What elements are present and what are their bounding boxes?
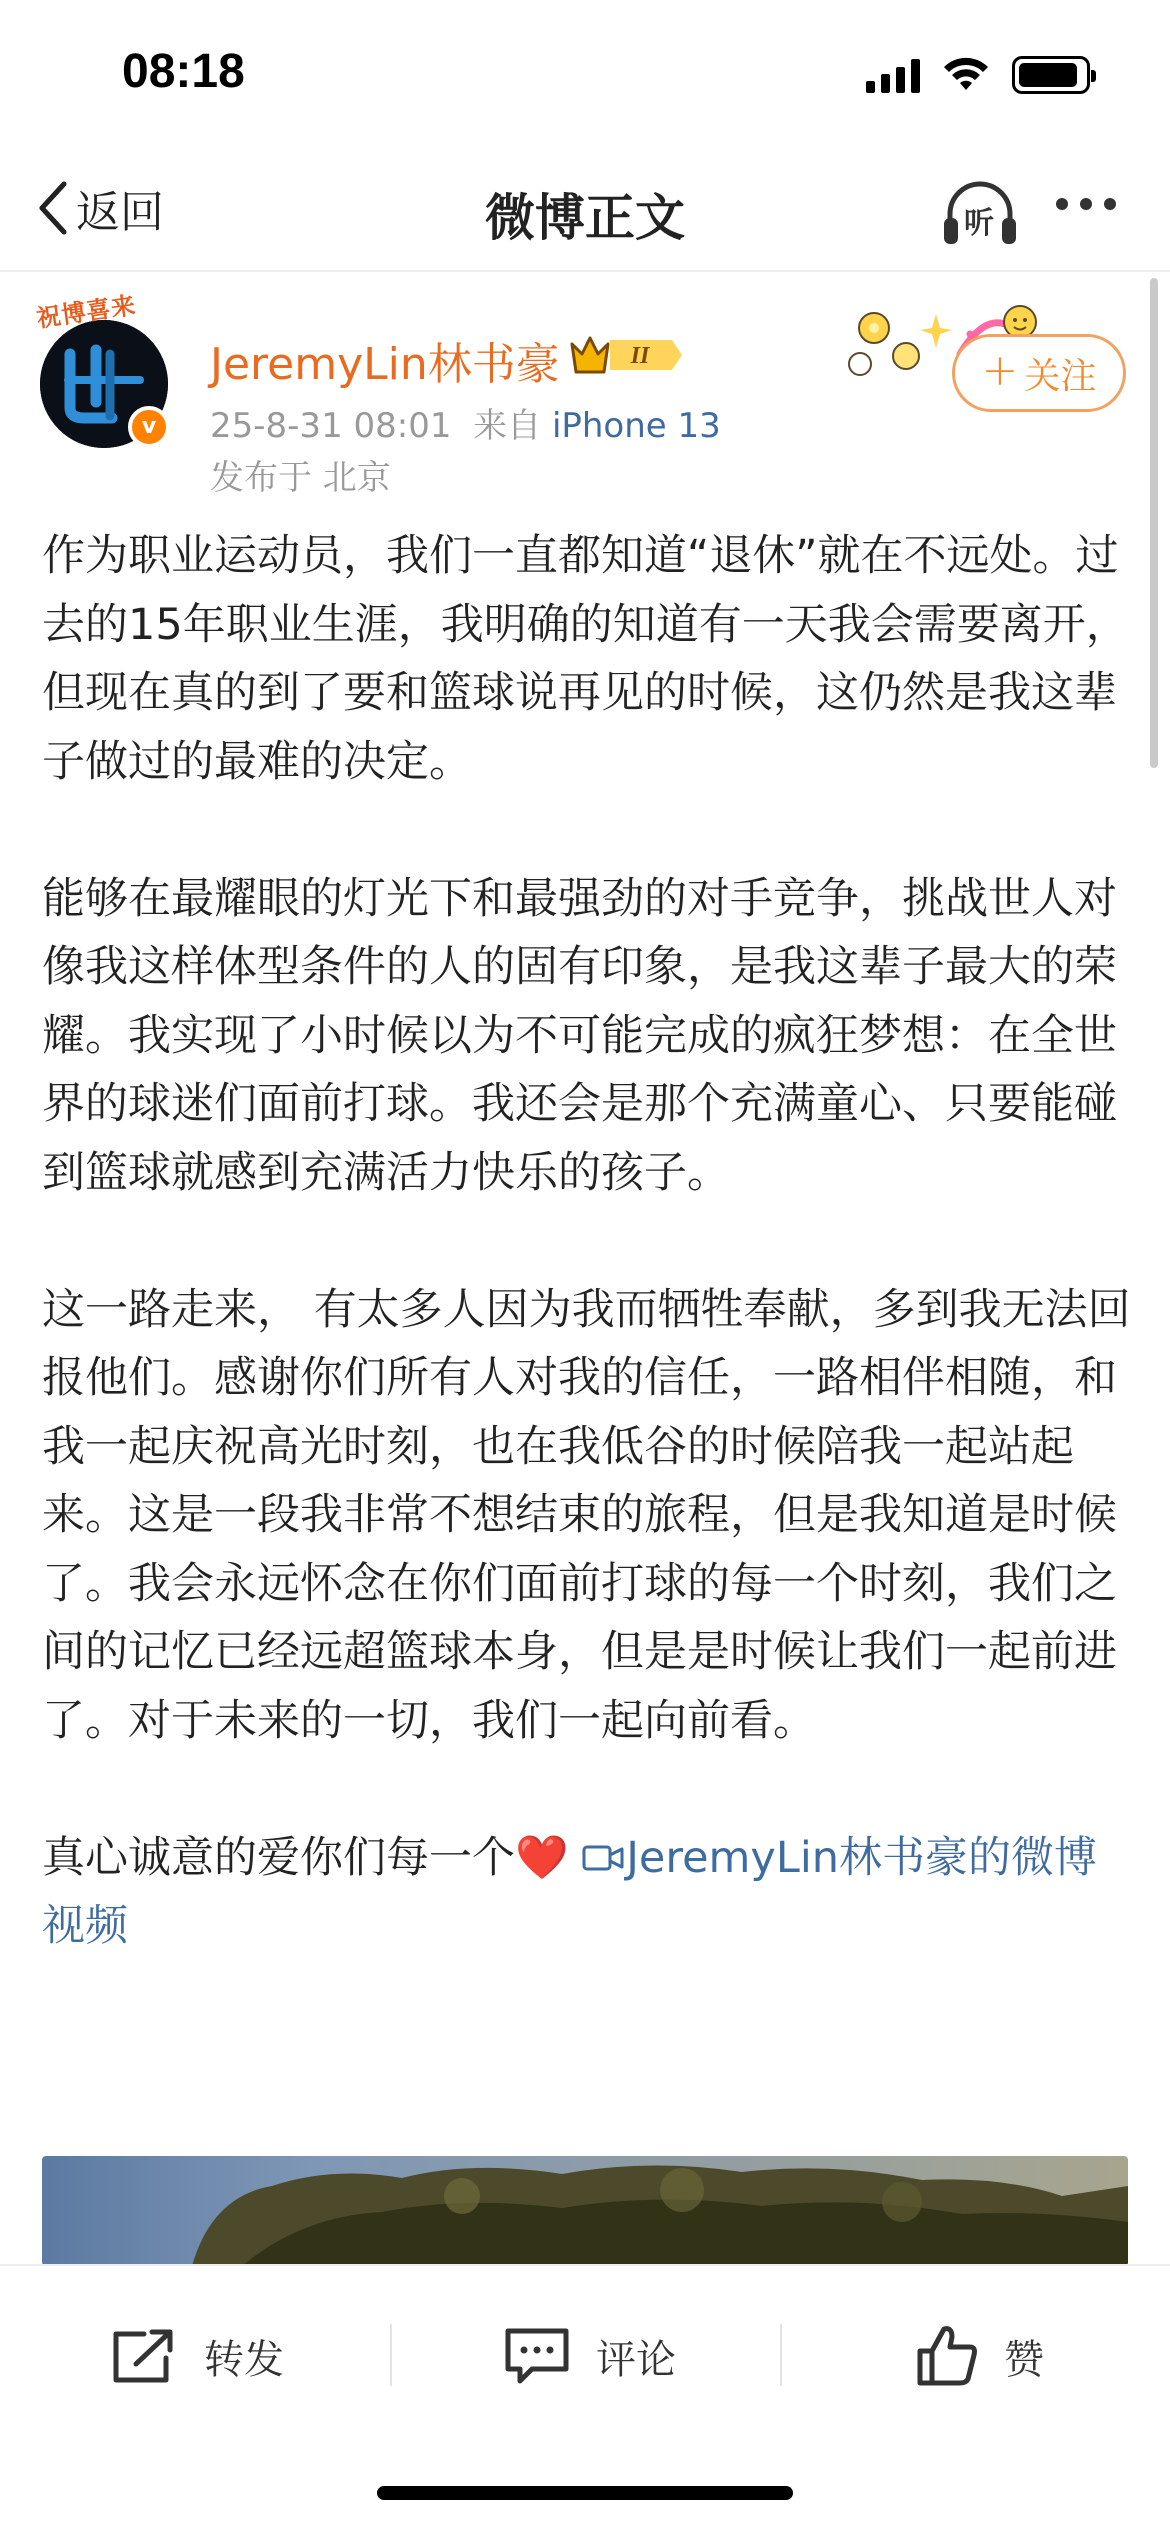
video-link-text: JeremyLin林书豪的微博视频	[42, 1832, 1098, 1951]
home-indicator[interactable]	[377, 2486, 793, 2500]
nav-bar	[0, 150, 1170, 272]
status-bar	[0, 0, 1170, 150]
plus-icon: +	[981, 345, 1019, 396]
like-button[interactable]	[914, 2316, 1044, 2396]
repost-label: 转发	[204, 2336, 284, 2383]
battery-icon	[1012, 56, 1090, 94]
follow-label: 关注	[1024, 355, 1097, 397]
avatar-badge: 祝博喜来	[34, 291, 138, 333]
repost-button[interactable]	[110, 2316, 284, 2396]
post-paragraph: 这一路走来， 有太多人因为我而牺牲奉献，多到我无法回报他们。感谢你们所有人对我的信任，一路相伴相随，和我一起庆祝高光时刻，也在我低谷的时候陪我一起站起来。这是一段我非常不想结束的旅程，但是我知道是时候了。我会永远怀念在你们面前打球的每一个时刻，我们之间的记忆已经远超篮球本身，但是是时候让我们一起前进了。对于未来的一切，我们一起向前看。	[42, 1284, 1131, 1746]
comment-label: 评论	[596, 2336, 676, 2383]
listen-label: 听	[964, 206, 994, 241]
status-time: 08:18	[122, 45, 245, 98]
repost-icon	[110, 2326, 180, 2386]
closing-text: 真心诚意的爱你们每一个	[42, 1832, 515, 1883]
post-paragraph: 作为职业运动员，我们一直都知道“退休”就在不远处。过去的15年职业生涯，我明确的知道有一天我会需要离开，但现在真的到了要和篮球说再见的时候，这仍然是我这辈子做过的最难的决定。	[42, 531, 1129, 787]
author-header	[0, 291, 1170, 500]
toolbar-divider	[780, 2324, 782, 2386]
comment-icon	[502, 2325, 572, 2387]
vip-level: II	[630, 343, 650, 369]
back-label: 返回	[76, 187, 164, 238]
post-time: 25-8-31 08:01	[210, 406, 452, 446]
thumbs-up-icon	[914, 2323, 980, 2389]
more-icon[interactable]	[1056, 198, 1116, 210]
post-device[interactable]: iPhone 13	[551, 406, 721, 446]
verified-badge-icon: v	[128, 406, 170, 448]
wifi-icon	[942, 56, 990, 94]
post-paragraph: 能够在最耀眼的灯光下和最强劲的对手竞争，挑战世人对像我这样体型条件的人的固有印象，是我这辈子最大的荣耀。我实现了小时候以为不可能完成的疯狂梦想：在全世界的球迷们面前打球。我还会是那个充满童心、只要能碰到篮球就感到充满活力快乐的孩子。	[42, 873, 1117, 1198]
toolbar-divider	[390, 2324, 392, 2386]
comment-button[interactable]	[502, 2316, 676, 2396]
post-image[interactable]	[42, 2156, 1128, 2266]
like-label: 赞	[1004, 2336, 1044, 2383]
battery-fill	[1019, 63, 1077, 87]
video-camera-icon	[582, 1841, 626, 1875]
page-title: 微博正文	[485, 189, 685, 247]
listen-button[interactable]	[940, 178, 1020, 248]
post-location: 发布于 北京	[210, 458, 391, 498]
post-image-photo	[42, 2156, 1128, 2266]
status-icons	[866, 56, 1090, 94]
post-content	[42, 522, 1132, 1961]
author-name[interactable]: JeremyLin林书豪	[210, 339, 560, 390]
follow-button[interactable]	[952, 334, 1126, 412]
post-source-prefix: 来自	[473, 406, 542, 446]
post-meta	[210, 398, 721, 447]
cellular-signal-icon	[866, 57, 920, 93]
scrollbar[interactable]	[1150, 278, 1158, 768]
post-closing	[42, 1824, 1132, 1961]
vip-crown-badge-icon[interactable]	[568, 330, 686, 380]
heart-emoji: ❤️	[515, 1832, 569, 1883]
